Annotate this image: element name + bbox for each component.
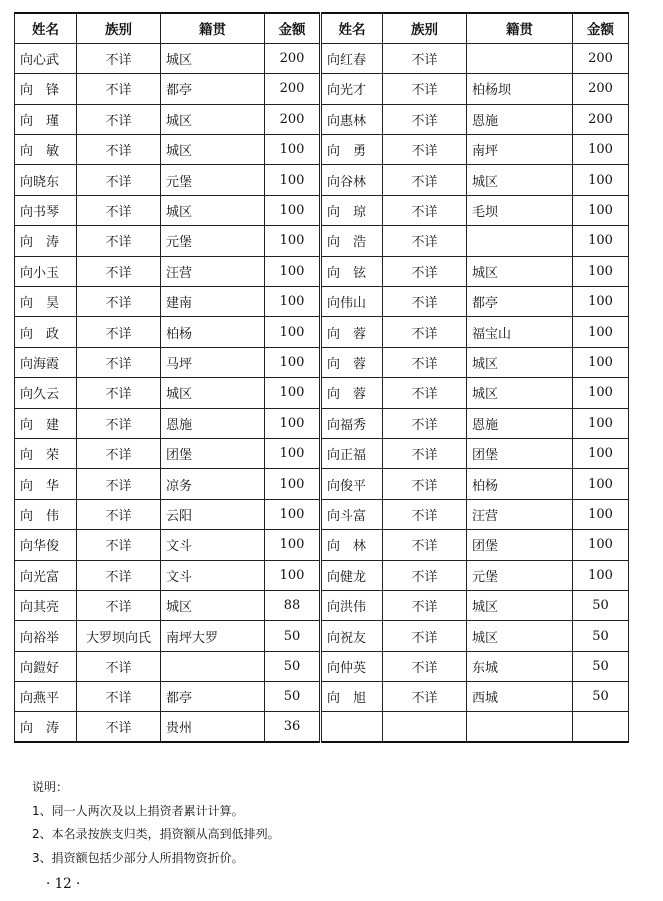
header-amount: 金额 xyxy=(573,13,629,43)
cell-name: 向 荣 xyxy=(15,438,77,468)
cell-name: 向 铉 xyxy=(321,256,383,286)
table-row xyxy=(15,74,629,104)
cell-place: 西城 xyxy=(467,682,573,712)
cell-place: 凉务 xyxy=(161,469,265,499)
cell-amount: 100 xyxy=(573,135,629,165)
cell-name: 向斗富 xyxy=(321,499,383,529)
cell-amount: 100 xyxy=(265,256,321,286)
header-row xyxy=(15,13,629,43)
page-number: · 12 · xyxy=(46,876,81,892)
cell-ethnic: 不详 xyxy=(77,682,161,712)
cell-ethnic: 不详 xyxy=(77,74,161,104)
table-row xyxy=(15,347,629,377)
cell-place: 汪营 xyxy=(467,499,573,529)
cell-ethnic: 不详 xyxy=(77,287,161,317)
cell-ethnic: 不详 xyxy=(77,135,161,165)
cell-name: 向 涛 xyxy=(15,226,77,256)
cell-ethnic: 不详 xyxy=(383,530,467,560)
cell-name: 向 伟 xyxy=(15,499,77,529)
cell-amount: 200 xyxy=(265,104,321,134)
cell-amount: 100 xyxy=(573,378,629,408)
cell-name: 向光富 xyxy=(15,560,77,590)
cell-name: 向小玉 xyxy=(15,256,77,286)
cell-amount: 200 xyxy=(573,43,629,73)
table-row xyxy=(15,317,629,347)
cell-name: 向谷林 xyxy=(321,165,383,195)
cell-name: 向福秀 xyxy=(321,408,383,438)
cell-amount: 100 xyxy=(573,408,629,438)
cell-amount: 100 xyxy=(573,347,629,377)
cell-place: 东城 xyxy=(467,651,573,681)
cell-place: 城区 xyxy=(467,165,573,195)
cell-ethnic: 不详 xyxy=(77,560,161,590)
cell-ethnic: 不详 xyxy=(383,408,467,438)
cell-ethnic: 不详 xyxy=(77,438,161,468)
cell-name: 向 林 xyxy=(321,530,383,560)
cell-place: 南坪大罗 xyxy=(161,621,265,651)
cell-ethnic: 不详 xyxy=(383,135,467,165)
cell-amount: 100 xyxy=(573,165,629,195)
cell-ethnic: 不详 xyxy=(77,499,161,529)
cell-name: 向海霞 xyxy=(15,347,77,377)
cell-name: 向 敏 xyxy=(15,135,77,165)
cell-name: 向 勇 xyxy=(321,135,383,165)
cell-ethnic: 不详 xyxy=(383,104,467,134)
cell-name: 向俊平 xyxy=(321,469,383,499)
cell-amount: 50 xyxy=(265,682,321,712)
cell-place: 文斗 xyxy=(161,530,265,560)
table-row xyxy=(15,438,629,468)
cell-amount: 100 xyxy=(265,408,321,438)
table-row xyxy=(15,408,629,438)
cell-name: 向光才 xyxy=(321,74,383,104)
cell-place: 汪营 xyxy=(161,256,265,286)
cell-place: 元堡 xyxy=(161,165,265,195)
header-ethnic: 族别 xyxy=(77,13,161,43)
cell-amount: 50 xyxy=(573,590,629,620)
cell-amount: 200 xyxy=(573,74,629,104)
table-row xyxy=(15,195,629,225)
cell-place xyxy=(467,226,573,256)
cell-ethnic: 不详 xyxy=(383,165,467,195)
cell-name: 向心武 xyxy=(15,43,77,73)
note-item-1: 1、同一人两次及以上捐资者累计计算。 xyxy=(32,803,244,818)
cell-ethnic: 不详 xyxy=(383,74,467,104)
cell-place: 都亭 xyxy=(467,287,573,317)
cell-amount: 100 xyxy=(573,317,629,347)
cell-place: 城区 xyxy=(467,621,573,651)
note-item-3: 3、捐资额包括少部分人所捐物资折价。 xyxy=(32,850,244,865)
cell-place: 福宝山 xyxy=(467,317,573,347)
cell-place xyxy=(467,712,573,742)
cell-amount: 100 xyxy=(573,469,629,499)
cell-ethnic: 不详 xyxy=(77,226,161,256)
cell-ethnic: 不详 xyxy=(77,530,161,560)
cell-place: 城区 xyxy=(161,43,265,73)
cell-amount: 100 xyxy=(265,165,321,195)
cell-amount: 88 xyxy=(265,590,321,620)
cell-amount: 200 xyxy=(265,43,321,73)
cell-amount: 100 xyxy=(265,560,321,590)
cell-place: 建南 xyxy=(161,287,265,317)
table-row xyxy=(15,682,629,712)
cell-ethnic: 不详 xyxy=(383,621,467,651)
cell-amount: 100 xyxy=(573,226,629,256)
cell-ethnic: 不详 xyxy=(77,347,161,377)
cell-amount: 100 xyxy=(573,256,629,286)
header-amount: 金额 xyxy=(265,13,321,43)
cell-name: 向 锋 xyxy=(15,74,77,104)
cell-amount: 100 xyxy=(573,560,629,590)
table-body xyxy=(15,43,629,742)
cell-amount: 50 xyxy=(265,621,321,651)
cell-amount: 100 xyxy=(265,378,321,408)
cell-place: 恩施 xyxy=(467,408,573,438)
cell-name: 向伟山 xyxy=(321,287,383,317)
cell-place: 恩施 xyxy=(161,408,265,438)
cell-name: 向洪伟 xyxy=(321,590,383,620)
cell-place: 毛坝 xyxy=(467,195,573,225)
cell-ethnic: 不详 xyxy=(383,287,467,317)
cell-place: 元堡 xyxy=(467,560,573,590)
cell-name: 向 涛 xyxy=(15,712,77,742)
cell-ethnic: 不详 xyxy=(383,590,467,620)
cell-amount: 200 xyxy=(265,74,321,104)
cell-ethnic: 不详 xyxy=(383,378,467,408)
cell-ethnic: 不详 xyxy=(383,347,467,377)
cell-amount: 50 xyxy=(573,682,629,712)
cell-place: 城区 xyxy=(467,590,573,620)
cell-ethnic: 不详 xyxy=(383,195,467,225)
cell-amount: 100 xyxy=(265,438,321,468)
cell-name: 向 蓉 xyxy=(321,347,383,377)
cell-name: 向健龙 xyxy=(321,560,383,590)
table-row xyxy=(15,226,629,256)
cell-amount: 100 xyxy=(265,347,321,377)
cell-ethnic: 不详 xyxy=(383,469,467,499)
cell-amount: 100 xyxy=(265,226,321,256)
cell-place xyxy=(467,43,573,73)
cell-name: 向书琴 xyxy=(15,195,77,225)
cell-place: 贵州 xyxy=(161,712,265,742)
cell-ethnic: 不详 xyxy=(383,560,467,590)
cell-place: 城区 xyxy=(161,195,265,225)
cell-ethnic: 不详 xyxy=(383,226,467,256)
cell-ethnic: 大罗坝向氏 xyxy=(77,621,161,651)
cell-name: 向惠林 xyxy=(321,104,383,134)
table-row xyxy=(15,651,629,681)
table-row xyxy=(15,469,629,499)
cell-amount: 100 xyxy=(265,469,321,499)
table-row xyxy=(15,560,629,590)
cell-name: 向仲英 xyxy=(321,651,383,681)
cell-name: 向正福 xyxy=(321,438,383,468)
cell-amount: 100 xyxy=(573,499,629,529)
cell-amount: 50 xyxy=(265,651,321,681)
donor-table xyxy=(14,12,629,743)
cell-place: 云阳 xyxy=(161,499,265,529)
cell-amount: 100 xyxy=(265,499,321,529)
cell-amount: 100 xyxy=(265,317,321,347)
cell-place: 文斗 xyxy=(161,560,265,590)
cell-name: 向久云 xyxy=(15,378,77,408)
cell-amount: 100 xyxy=(573,530,629,560)
cell-ethnic: 不详 xyxy=(77,651,161,681)
cell-amount: 100 xyxy=(265,287,321,317)
header-place: 籍贯 xyxy=(161,13,265,43)
cell-name: 向 旭 xyxy=(321,682,383,712)
table-row xyxy=(15,378,629,408)
cell-place: 都亭 xyxy=(161,74,265,104)
cell-amount: 36 xyxy=(265,712,321,742)
cell-place: 恩施 xyxy=(467,104,573,134)
table-row xyxy=(15,530,629,560)
cell-ethnic: 不详 xyxy=(383,438,467,468)
cell-place: 城区 xyxy=(161,590,265,620)
cell-amount: 100 xyxy=(265,135,321,165)
cell-amount: 50 xyxy=(573,621,629,651)
cell-place: 城区 xyxy=(467,347,573,377)
table-row xyxy=(15,104,629,134)
cell-ethnic: 不详 xyxy=(383,256,467,286)
header-name: 姓名 xyxy=(15,13,77,43)
cell-ethnic: 不详 xyxy=(383,43,467,73)
table-row xyxy=(15,712,629,742)
cell-ethnic: 不详 xyxy=(77,195,161,225)
cell-ethnic: 不详 xyxy=(77,469,161,499)
cell-ethnic: 不详 xyxy=(383,651,467,681)
cell-ethnic: 不详 xyxy=(383,317,467,347)
notes xyxy=(32,776,280,870)
cell-amount: 100 xyxy=(573,287,629,317)
cell-place: 柏杨 xyxy=(161,317,265,347)
cell-name: 向 琼 xyxy=(321,195,383,225)
cell-name: 向 浩 xyxy=(321,226,383,256)
cell-place: 团堡 xyxy=(467,530,573,560)
cell-ethnic: 不详 xyxy=(383,499,467,529)
cell-name xyxy=(321,712,383,742)
cell-name: 向祝友 xyxy=(321,621,383,651)
cell-name: 向 建 xyxy=(15,408,77,438)
cell-ethnic xyxy=(383,712,467,742)
cell-name: 向燕平 xyxy=(15,682,77,712)
cell-amount: 100 xyxy=(265,195,321,225)
cell-place: 城区 xyxy=(161,104,265,134)
cell-amount: 100 xyxy=(573,438,629,468)
cell-amount: 100 xyxy=(573,195,629,225)
cell-name: 向华俊 xyxy=(15,530,77,560)
cell-place: 马坪 xyxy=(161,347,265,377)
cell-name: 向裕举 xyxy=(15,621,77,651)
cell-place: 城区 xyxy=(467,378,573,408)
cell-place: 南坪 xyxy=(467,135,573,165)
cell-name: 向 政 xyxy=(15,317,77,347)
cell-name: 向鎧好 xyxy=(15,651,77,681)
notes-title: 说明： xyxy=(32,780,69,794)
cell-place xyxy=(161,651,265,681)
cell-place: 都亭 xyxy=(161,682,265,712)
cell-amount: 50 xyxy=(573,651,629,681)
cell-ethnic: 不详 xyxy=(77,165,161,195)
cell-place: 柏杨 xyxy=(467,469,573,499)
note-item-2: 2、本名录按族支归类，捐资额从高到低排列。 xyxy=(32,827,280,841)
cell-name: 向 瑾 xyxy=(15,104,77,134)
cell-place: 团堡 xyxy=(161,438,265,468)
cell-amount xyxy=(573,712,629,742)
cell-name: 向其亮 xyxy=(15,590,77,620)
cell-place: 城区 xyxy=(161,135,265,165)
table-row xyxy=(15,135,629,165)
cell-amount: 100 xyxy=(265,530,321,560)
cell-ethnic: 不详 xyxy=(77,256,161,286)
table-row xyxy=(15,43,629,73)
table-row xyxy=(15,287,629,317)
cell-place: 城区 xyxy=(161,378,265,408)
cell-name: 向红春 xyxy=(321,43,383,73)
cell-ethnic: 不详 xyxy=(77,104,161,134)
cell-name: 向 华 xyxy=(15,469,77,499)
cell-place: 城区 xyxy=(467,256,573,286)
cell-name: 向 蓉 xyxy=(321,317,383,347)
cell-place: 元堡 xyxy=(161,226,265,256)
cell-ethnic: 不详 xyxy=(77,712,161,742)
cell-ethnic: 不详 xyxy=(77,590,161,620)
cell-ethnic: 不详 xyxy=(77,317,161,347)
cell-amount: 200 xyxy=(573,104,629,134)
cell-name: 向晓东 xyxy=(15,165,77,195)
cell-ethnic: 不详 xyxy=(77,43,161,73)
header-ethnic: 族别 xyxy=(383,13,467,43)
table-row xyxy=(15,621,629,651)
table-row xyxy=(15,590,629,620)
table-row xyxy=(15,499,629,529)
cell-place: 柏杨坝 xyxy=(467,74,573,104)
cell-ethnic: 不详 xyxy=(77,378,161,408)
header-place: 籍贯 xyxy=(467,13,573,43)
table-row xyxy=(15,165,629,195)
table-row xyxy=(15,256,629,286)
cell-ethnic: 不详 xyxy=(77,408,161,438)
cell-name: 向 昊 xyxy=(15,287,77,317)
cell-ethnic: 不详 xyxy=(383,682,467,712)
header-name: 姓名 xyxy=(321,13,383,43)
cell-place: 团堡 xyxy=(467,438,573,468)
cell-name: 向 蓉 xyxy=(321,378,383,408)
